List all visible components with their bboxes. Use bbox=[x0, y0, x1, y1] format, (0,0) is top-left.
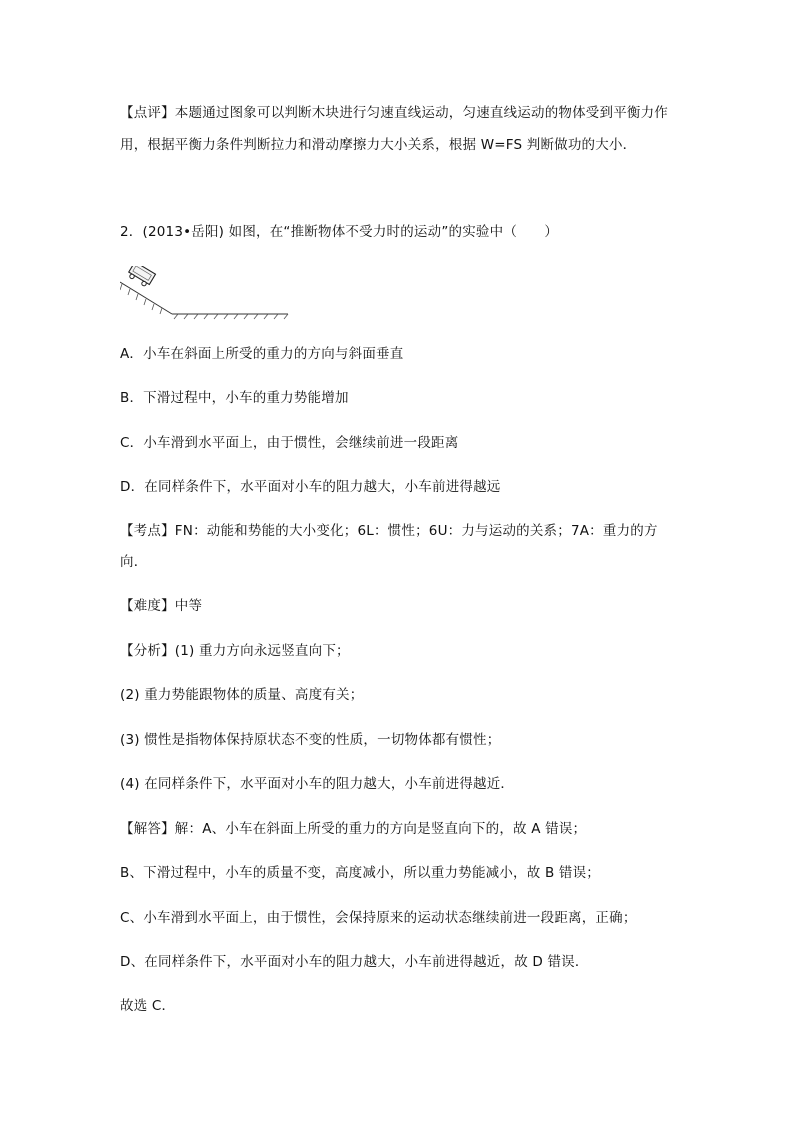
option-a: A．小车在斜面上所受的重力的方向与斜面垂直 bbox=[120, 346, 404, 362]
incline-surface bbox=[120, 282, 172, 314]
comment-line-1: 【点评】本题通过图象可以判断木块进行匀速直线运动，匀速直线运动的物体受到平衡力作 bbox=[120, 105, 668, 121]
incline-cart-figure bbox=[120, 266, 290, 326]
cart bbox=[127, 266, 156, 288]
solution-line-1: 【解答】解：A、小车在斜面上所受的重力的方向是竖直向下的，故 A 错误； bbox=[120, 821, 587, 837]
comment-line-2: 用，根据平衡力条件判断拉力和滑动摩擦力大小关系，根据 W=FS 判断做功的大小． bbox=[120, 137, 637, 153]
option-b: B．下滑过程中，小车的重力势能增加 bbox=[120, 390, 349, 406]
knowledge-line-2: 向． bbox=[120, 554, 148, 570]
solution-line-3: C、小车滑到水平面上，由于惯性，会保持原来的运动状态继续前进一段距离，正确； bbox=[120, 910, 637, 926]
incline-hatching bbox=[120, 284, 162, 314]
solution-line-2: B、下滑过程中，小车的质量不变，高度减小，所以重力势能减小，故 B 错误； bbox=[120, 865, 601, 881]
analysis-line-2: (2) 重力势能跟物体的质量、高度有关； bbox=[120, 687, 364, 703]
ground-hatching bbox=[174, 314, 288, 319]
difficulty: 【难度】中等 bbox=[120, 598, 203, 614]
question-stem: 2．(2013•岳阳) 如图，在“推断物体不受力时的运动”的实验中（ ） bbox=[120, 224, 559, 240]
analysis-line-4: (4) 在同样条件下，水平面对小车的阻力越大，小车前进得越近． bbox=[120, 776, 515, 792]
option-c: C．小车滑到水平面上，由于惯性，会继续前进一段距离 bbox=[120, 435, 459, 451]
analysis-line-3: (3) 惯性是指物体保持原状态不变的性质，一切物体都有惯性； bbox=[120, 732, 501, 748]
solution-line-4: D、在同样条件下，水平面对小车的阻力越大，小车前进得越近，故 D 错误． bbox=[120, 954, 589, 970]
analysis-line-1: 【分析】(1) 重力方向永远竖直向下； bbox=[120, 643, 350, 659]
conclusion: 故选 C． bbox=[120, 998, 176, 1014]
knowledge-line-1: 【考点】FN：动能和势能的大小变化；6L：惯性；6U：力与运动的关系；7A：重力的方 bbox=[120, 523, 658, 539]
option-d: D．在同样条件下，水平面对小车的阻力越大，小车前进得越远 bbox=[120, 479, 501, 495]
